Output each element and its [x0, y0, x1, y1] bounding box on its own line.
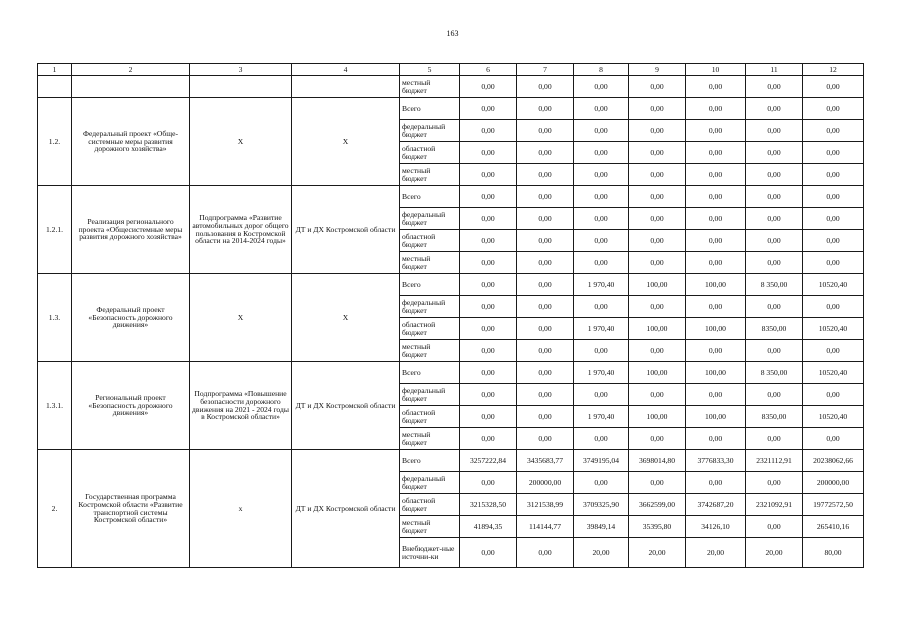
- value-cell: 0,00: [686, 120, 746, 142]
- subprogram-cell: Подпрограмма «Повышение безопасности дорожного движения на 2021 - 2024 годы в Костромской области»: [190, 362, 292, 450]
- table-row: [38, 274, 864, 296]
- value-cell: 3698014,80: [629, 450, 686, 472]
- value-cell: 1 970,40: [574, 318, 629, 340]
- subprogram-cell: х: [190, 450, 292, 568]
- value-cell: 0,00: [746, 384, 803, 406]
- value-cell: 3709325,90: [574, 494, 629, 516]
- item-name: Региональный проект «Безопасность дорожного движения»: [72, 362, 190, 450]
- source-cell: местный бюджет: [400, 76, 460, 98]
- value-cell: 0,00: [803, 98, 864, 120]
- table-row: [38, 186, 864, 208]
- executor-cell: Х: [292, 274, 400, 362]
- value-cell: 41894,35: [460, 516, 517, 538]
- value-cell: 0,00: [629, 186, 686, 208]
- value-cell: 0,00: [746, 142, 803, 164]
- value-cell: 0,00: [686, 428, 746, 450]
- source-cell: Всего: [400, 186, 460, 208]
- value-cell: 0,00: [803, 120, 864, 142]
- value-cell: 0,00: [746, 208, 803, 230]
- value-cell: 0,00: [460, 274, 517, 296]
- table-row: [38, 98, 864, 120]
- empty-cell: [38, 76, 72, 98]
- value-cell: 100,00: [629, 362, 686, 384]
- value-cell: 0,00: [746, 472, 803, 494]
- value-cell: 39849,14: [574, 516, 629, 538]
- value-cell: 0,00: [517, 230, 574, 252]
- value-cell: 0,00: [629, 208, 686, 230]
- value-cell: 0,00: [686, 296, 746, 318]
- executor-cell: ДТ и ДХ Костромской области: [292, 186, 400, 274]
- value-cell: 8 350,00: [746, 362, 803, 384]
- source-cell: федеральный бюджет: [400, 296, 460, 318]
- source-cell: федеральный бюджет: [400, 208, 460, 230]
- value-cell: 8350,00: [746, 406, 803, 428]
- value-cell: 0,00: [803, 208, 864, 230]
- value-cell: 0,00: [574, 472, 629, 494]
- value-cell: 3435683,77: [517, 450, 574, 472]
- value-cell: 0,00: [746, 252, 803, 274]
- header-cell: 3: [190, 64, 292, 76]
- value-cell: 0,00: [803, 142, 864, 164]
- value-cell: 0,00: [460, 472, 517, 494]
- header-row: [38, 64, 864, 76]
- value-cell: 3749195,04: [574, 450, 629, 472]
- value-cell: 0,00: [803, 384, 864, 406]
- value-cell: 8 350,00: [746, 274, 803, 296]
- value-cell: 20238062,66: [803, 450, 864, 472]
- source-cell: местный бюджет: [400, 428, 460, 450]
- value-cell: 2321112,91: [746, 450, 803, 472]
- value-cell: 0,00: [574, 76, 629, 98]
- value-cell: 0,00: [629, 142, 686, 164]
- value-cell: 0,00: [746, 340, 803, 362]
- value-cell: 34126,10: [686, 516, 746, 538]
- value-cell: 0,00: [629, 428, 686, 450]
- header-cell: 8: [574, 64, 629, 76]
- item-number: 1.3.: [38, 274, 72, 362]
- item-number: 1.2.: [38, 98, 72, 186]
- value-cell: 1 970,40: [574, 362, 629, 384]
- value-cell: 0,00: [460, 98, 517, 120]
- empty-cell: [190, 76, 292, 98]
- value-cell: 10520,40: [803, 318, 864, 340]
- value-cell: 0,00: [574, 428, 629, 450]
- value-cell: 0,00: [460, 142, 517, 164]
- source-cell: федеральный бюджет: [400, 120, 460, 142]
- value-cell: 200000,00: [803, 472, 864, 494]
- value-cell: 0,00: [517, 384, 574, 406]
- source-cell: областной бюджет: [400, 494, 460, 516]
- value-cell: 0,00: [517, 76, 574, 98]
- value-cell: 0,00: [803, 252, 864, 274]
- value-cell: 2321092,91: [746, 494, 803, 516]
- value-cell: 0,00: [574, 230, 629, 252]
- value-cell: 0,00: [460, 296, 517, 318]
- value-cell: 0,00: [460, 76, 517, 98]
- source-cell: местный бюджет: [400, 516, 460, 538]
- value-cell: 114144,77: [517, 516, 574, 538]
- value-cell: 0,00: [629, 76, 686, 98]
- value-cell: 3776833,30: [686, 450, 746, 472]
- value-cell: 0,00: [686, 472, 746, 494]
- value-cell: 0,00: [629, 384, 686, 406]
- value-cell: 3121538,99: [517, 494, 574, 516]
- value-cell: 0,00: [517, 362, 574, 384]
- source-cell: местный бюджет: [400, 164, 460, 186]
- value-cell: 0,00: [629, 230, 686, 252]
- value-cell: 0,00: [574, 252, 629, 274]
- header-cell: 5: [400, 64, 460, 76]
- value-cell: 0,00: [460, 428, 517, 450]
- value-cell: 0,00: [629, 164, 686, 186]
- value-cell: 0,00: [517, 296, 574, 318]
- value-cell: 0,00: [629, 296, 686, 318]
- source-cell: Всего: [400, 362, 460, 384]
- value-cell: 0,00: [686, 340, 746, 362]
- table-row: [38, 362, 864, 384]
- value-cell: 0,00: [460, 164, 517, 186]
- item-name: Реализация регионального проекта «Общесистемные меры развития дорожного хозяйства»: [72, 186, 190, 274]
- value-cell: 0,00: [517, 142, 574, 164]
- source-cell: областной бюджет: [400, 406, 460, 428]
- value-cell: 0,00: [746, 98, 803, 120]
- value-cell: 20,00: [574, 538, 629, 568]
- value-cell: 0,00: [686, 186, 746, 208]
- value-cell: 0,00: [460, 252, 517, 274]
- value-cell: 0,00: [746, 296, 803, 318]
- value-cell: 3215328,50: [460, 494, 517, 516]
- empty-cell: [292, 76, 400, 98]
- value-cell: 0,00: [746, 120, 803, 142]
- item-number: 2.: [38, 450, 72, 568]
- value-cell: 0,00: [686, 164, 746, 186]
- header-cell: 2: [72, 64, 190, 76]
- value-cell: 20,00: [629, 538, 686, 568]
- value-cell: 3257222,84: [460, 450, 517, 472]
- subprogram-cell: Подпрограмма «Развитие автомобильных дорог общего пользования в Костромской области на 2014-2024 годы»: [190, 186, 292, 274]
- value-cell: 0,00: [629, 120, 686, 142]
- executor-cell: ДТ и ДХ Костромской области: [292, 450, 400, 568]
- header-cell: 6: [460, 64, 517, 76]
- value-cell: 0,00: [746, 164, 803, 186]
- item-name: Федеральный проект «Безопасность дорожного движения»: [72, 274, 190, 362]
- value-cell: 0,00: [574, 142, 629, 164]
- value-cell: 0,00: [460, 318, 517, 340]
- value-cell: 10520,40: [803, 274, 864, 296]
- source-cell: местный бюджет: [400, 252, 460, 274]
- value-cell: 10520,40: [803, 406, 864, 428]
- value-cell: 20,00: [686, 538, 746, 568]
- value-cell: 8350,00: [746, 318, 803, 340]
- table-row: [38, 450, 864, 472]
- value-cell: 0,00: [746, 428, 803, 450]
- value-cell: 0,00: [517, 428, 574, 450]
- value-cell: 0,00: [803, 296, 864, 318]
- value-cell: 0,00: [686, 208, 746, 230]
- executor-cell: Х: [292, 98, 400, 186]
- value-cell: 80,00: [803, 538, 864, 568]
- value-cell: 0,00: [686, 76, 746, 98]
- value-cell: 35395,80: [629, 516, 686, 538]
- value-cell: 0,00: [460, 406, 517, 428]
- item-number: 1.3.1.: [38, 362, 72, 450]
- value-cell: 0,00: [686, 252, 746, 274]
- value-cell: 0,00: [460, 340, 517, 362]
- value-cell: 0,00: [460, 384, 517, 406]
- value-cell: 0,00: [517, 164, 574, 186]
- value-cell: 0,00: [460, 186, 517, 208]
- value-cell: 100,00: [629, 274, 686, 296]
- value-cell: 100,00: [686, 318, 746, 340]
- item-number: 1.2.1.: [38, 186, 72, 274]
- value-cell: 100,00: [686, 406, 746, 428]
- value-cell: 0,00: [686, 142, 746, 164]
- value-cell: 0,00: [803, 230, 864, 252]
- value-cell: 0,00: [460, 362, 517, 384]
- value-cell: 0,00: [803, 164, 864, 186]
- source-cell: областной бюджет: [400, 230, 460, 252]
- source-cell: местный бюджет: [400, 340, 460, 362]
- value-cell: 0,00: [517, 340, 574, 362]
- value-cell: 0,00: [517, 274, 574, 296]
- value-cell: 0,00: [517, 318, 574, 340]
- header-cell: 9: [629, 64, 686, 76]
- subprogram-cell: Х: [190, 274, 292, 362]
- value-cell: 265410,16: [803, 516, 864, 538]
- budget-table: [37, 63, 864, 568]
- header-cell: 11: [746, 64, 803, 76]
- value-cell: 0,00: [574, 208, 629, 230]
- subprogram-cell: Х: [190, 98, 292, 186]
- value-cell: 0,00: [574, 340, 629, 362]
- value-cell: 19772572,50: [803, 494, 864, 516]
- value-cell: 0,00: [517, 120, 574, 142]
- item-name: Федеральный проект «Обще-системные меры развития дорожного хозяйства»: [72, 98, 190, 186]
- value-cell: 0,00: [629, 472, 686, 494]
- item-name: Государственная программа Костромской области «Развитие транспортной системы Костромской области»: [72, 450, 190, 568]
- value-cell: 0,00: [517, 538, 574, 568]
- value-cell: 0,00: [803, 76, 864, 98]
- executor-cell: ДТ и ДХ Костромской области: [292, 362, 400, 450]
- value-cell: 0,00: [517, 98, 574, 120]
- value-cell: 0,00: [803, 428, 864, 450]
- value-cell: 0,00: [574, 296, 629, 318]
- value-cell: 100,00: [629, 406, 686, 428]
- value-cell: 0,00: [460, 120, 517, 142]
- value-cell: 0,00: [517, 252, 574, 274]
- header-cell: 12: [803, 64, 864, 76]
- value-cell: 1 970,40: [574, 274, 629, 296]
- source-cell: областной бюджет: [400, 142, 460, 164]
- source-cell: Всего: [400, 98, 460, 120]
- value-cell: 0,00: [460, 230, 517, 252]
- value-cell: 10520,40: [803, 362, 864, 384]
- value-cell: 0,00: [686, 98, 746, 120]
- value-cell: 0,00: [517, 208, 574, 230]
- value-cell: 0,00: [629, 340, 686, 362]
- value-cell: 0,00: [460, 538, 517, 568]
- source-cell: Всего: [400, 450, 460, 472]
- value-cell: 0,00: [746, 230, 803, 252]
- value-cell: 0,00: [686, 230, 746, 252]
- source-cell: областной бюджет: [400, 318, 460, 340]
- value-cell: 0,00: [574, 120, 629, 142]
- source-cell: федеральный бюджет: [400, 472, 460, 494]
- value-cell: 0,00: [517, 186, 574, 208]
- value-cell: 0,00: [460, 208, 517, 230]
- value-cell: 200000,00: [517, 472, 574, 494]
- value-cell: 0,00: [574, 186, 629, 208]
- value-cell: 100,00: [629, 318, 686, 340]
- source-cell: федеральный бюджет: [400, 384, 460, 406]
- value-cell: 0,00: [803, 186, 864, 208]
- header-cell: 10: [686, 64, 746, 76]
- value-cell: 0,00: [803, 340, 864, 362]
- value-cell: 0,00: [517, 406, 574, 428]
- value-cell: 0,00: [574, 164, 629, 186]
- source-cell: Внебюджет-ные источни-ки: [400, 538, 460, 568]
- value-cell: 3742687,20: [686, 494, 746, 516]
- value-cell: 0,00: [574, 384, 629, 406]
- table-row: [38, 76, 864, 98]
- value-cell: 0,00: [686, 384, 746, 406]
- value-cell: 0,00: [746, 516, 803, 538]
- value-cell: 0,00: [746, 186, 803, 208]
- source-cell: Всего: [400, 274, 460, 296]
- page-number: 163: [446, 29, 459, 38]
- value-cell: 0,00: [746, 76, 803, 98]
- value-cell: 100,00: [686, 274, 746, 296]
- value-cell: 0,00: [629, 98, 686, 120]
- value-cell: 0,00: [574, 98, 629, 120]
- value-cell: 0,00: [629, 252, 686, 274]
- value-cell: 3662599,00: [629, 494, 686, 516]
- header-cell: 1: [38, 64, 72, 76]
- header-cell: 7: [517, 64, 574, 76]
- value-cell: 20,00: [746, 538, 803, 568]
- empty-cell: [72, 76, 190, 98]
- header-cell: 4: [292, 64, 400, 76]
- value-cell: 1 970,40: [574, 406, 629, 428]
- value-cell: 100,00: [686, 362, 746, 384]
